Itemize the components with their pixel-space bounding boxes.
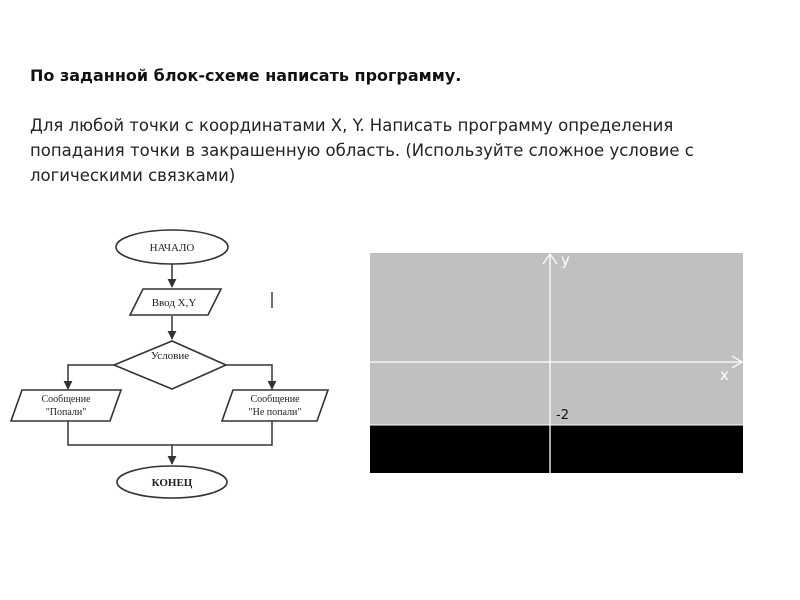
message-no-line-2: "Не попали": [248, 407, 302, 418]
y-axis-label: y: [561, 251, 570, 269]
message-no-line-1: Сообщение: [250, 394, 300, 405]
task-line-1: Для любой точки с координатами X, Y. Написать программу определения: [30, 116, 674, 135]
connector-yes-merge: [68, 421, 272, 445]
condition-label: Условие: [150, 350, 190, 362]
task-heading: По заданной блок-схеме написать программу.: [30, 66, 462, 85]
task-line-2: попадания точки в закрашенную область. (Используйте сложное условие с: [30, 141, 694, 160]
coordinate-graph: [370, 251, 743, 473]
connector-condition-no: [226, 365, 272, 389]
graph-background: [370, 253, 743, 425]
shaded-region: [370, 425, 743, 473]
message-yes-line-1: Сообщение: [41, 394, 91, 405]
task-line-3: логическими связками): [30, 166, 236, 185]
flowchart: [11, 230, 328, 498]
start-label: НАЧАЛО: [149, 242, 195, 254]
message-yes-line-2: "Попали": [45, 407, 87, 418]
end-label: КОНЕЦ: [151, 477, 193, 489]
condition-diamond: [114, 341, 226, 389]
x-axis-label: x: [720, 366, 729, 384]
input-label: Ввод X,Y: [151, 297, 197, 309]
connector-condition-yes: [68, 365, 114, 389]
tick-label-minus-2: -2: [556, 408, 569, 423]
